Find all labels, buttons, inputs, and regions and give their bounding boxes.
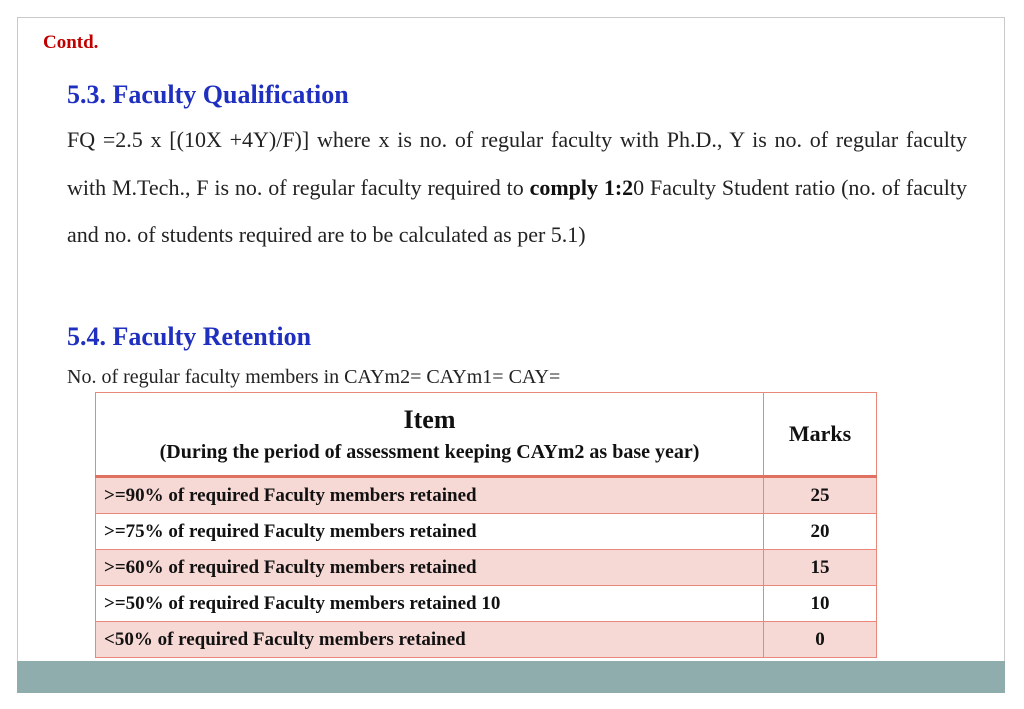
table-header-row <box>96 393 877 477</box>
fq-text-after: 0 Faculty Student ratio (no. of faculty and no. of students required are to be calculated as per 5.1) <box>67 174 967 247</box>
faculty-qualification-paragraph <box>67 116 967 259</box>
marks-cell: 15 <box>764 550 877 586</box>
marks-cell: 10 <box>764 586 877 622</box>
fq-text-before: FQ =2.5 x [(10X +4Y)/F)] where x is no. of regular faculty with Ph.D., Y is no. of regular faculty with M.Tech., F is no. of regular faculty required to <box>67 127 967 200</box>
contd-label: Contd. <box>43 32 99 53</box>
table-row <box>96 477 877 514</box>
section-heading-faculty-qualification: 5.3. Faculty Qualification <box>67 80 349 109</box>
header-item-title: Item <box>403 404 456 434</box>
table-row <box>96 586 877 622</box>
criterion-cell: >=90% of required Faculty members retained <box>96 477 764 514</box>
marks-cell: 25 <box>764 477 877 514</box>
fq-text-bold: comply 1:2 <box>529 174 634 200</box>
header-marks-cell: Marks <box>764 393 877 477</box>
marks-cell: 0 <box>764 622 877 658</box>
table-row <box>96 514 877 550</box>
header-item-subtitle: (During the period of assessment keeping CAYm2 as base year) <box>159 440 700 463</box>
faculty-retention-text: No. of regular faculty members in CAYm2= CAYm1= CAY= <box>67 366 561 388</box>
table-row <box>96 550 877 586</box>
marks-cell: 20 <box>764 514 877 550</box>
retention-marks-table <box>95 392 877 658</box>
criterion-cell: >=60% of required Faculty members retained <box>96 550 764 586</box>
footer-bar <box>17 661 1005 693</box>
section-heading-faculty-retention: 5.4. Faculty Retention <box>67 322 312 351</box>
criterion-cell: >=75% of required Faculty members retained <box>96 514 764 550</box>
criterion-cell: >=50% of required Faculty members retained 10 <box>96 586 764 622</box>
table-row <box>96 622 877 658</box>
header-item-cell <box>96 393 764 477</box>
criterion-cell: <50% of required Faculty members retained <box>96 622 764 658</box>
